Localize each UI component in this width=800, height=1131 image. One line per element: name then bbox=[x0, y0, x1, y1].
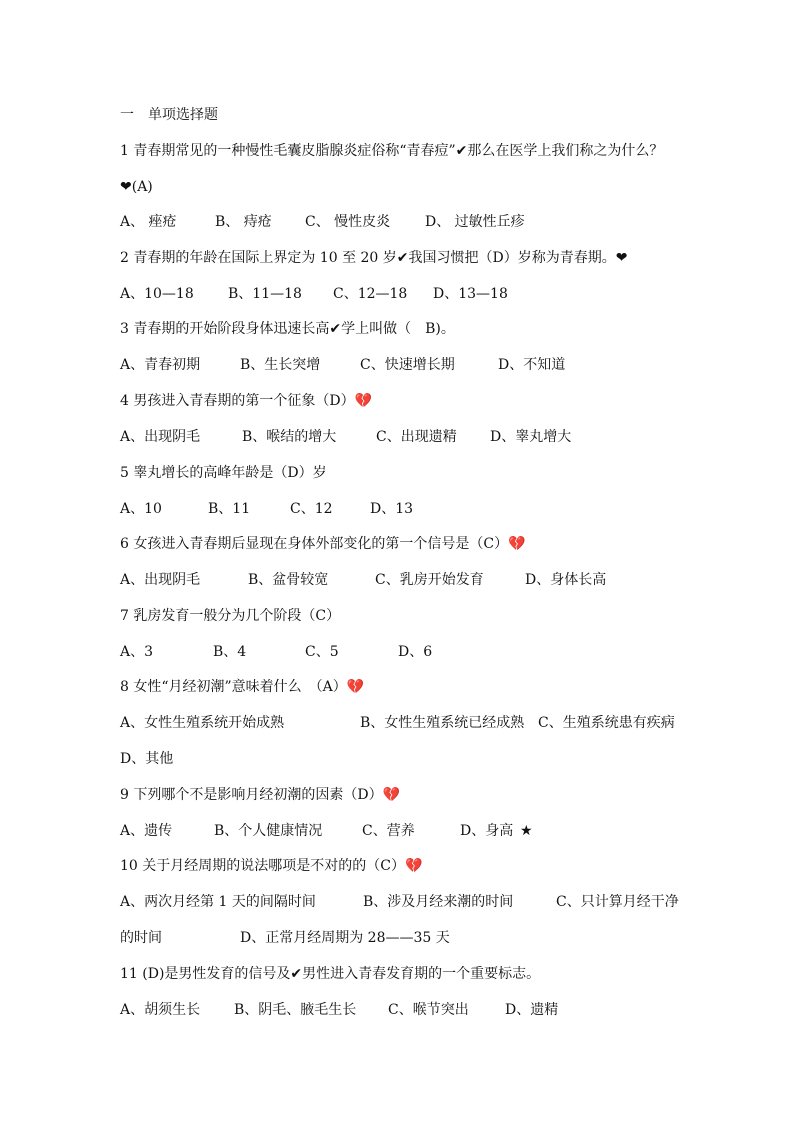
option-a: A、女性生殖系统开始成熟 bbox=[120, 715, 285, 731]
option-a: A、遗传 bbox=[120, 823, 173, 839]
section-title-text: 一 单项选择题 bbox=[120, 107, 218, 123]
option-d: D、正常月经周期为 28——35 天 bbox=[240, 930, 450, 946]
question-2-text-end: 我国习惯把（D）岁称为青春期。 bbox=[408, 250, 616, 266]
option-d: D、身高 bbox=[460, 823, 514, 839]
check-icon: ✔ bbox=[455, 143, 468, 159]
question-1-answer-text: (A) bbox=[131, 179, 153, 195]
question-2 bbox=[120, 247, 628, 269]
option-a: A、 痤疮 bbox=[120, 214, 177, 230]
star-icon: ★ bbox=[520, 823, 533, 839]
question-3 bbox=[120, 318, 455, 340]
option-b: B、喉结的增大 bbox=[242, 429, 337, 445]
question-11 bbox=[120, 963, 540, 985]
option-d: D、不知道 bbox=[498, 357, 566, 373]
option-b: B、女性生殖系统已经成熟 bbox=[360, 715, 525, 731]
question-1-text-end: 那么在医学上我们称之为什么？ bbox=[467, 143, 664, 159]
question-8-text: 8 女性“月经初潮”意味着什么 （A） bbox=[120, 679, 347, 695]
question-5-text: 5 睾丸增长的高峰年龄是（D）岁 bbox=[120, 465, 327, 481]
option-b: B、盆骨较宽 bbox=[248, 572, 329, 588]
question-1-text-start: 1 青春期常见的一种慢性毛囊皮脂腺炎症俗称“青春痘” bbox=[120, 143, 456, 159]
option-b: B、11 bbox=[208, 501, 251, 517]
option-a: A、出现阴毛 bbox=[120, 429, 201, 445]
option-a: A、10 bbox=[120, 501, 162, 517]
question-8 bbox=[120, 676, 364, 698]
option-c: C、只计算月经干净 bbox=[556, 894, 679, 910]
question-7-text: 7 乳房发育一般分为几个阶段（C） bbox=[120, 608, 341, 624]
option-c: C、喉节突出 bbox=[388, 1002, 469, 1018]
option-a: A、3 bbox=[120, 644, 154, 660]
check-icon: ✔ bbox=[329, 321, 342, 337]
broken-heart-icon: 💔 bbox=[404, 858, 423, 874]
question-11-text-end: 男性进入青春发育期的一个重要标志。 bbox=[302, 966, 541, 982]
option-d: D、13 bbox=[370, 501, 414, 517]
heart-icon: ❤ bbox=[120, 179, 132, 195]
check-icon: ✔ bbox=[290, 966, 303, 982]
option-c: C、5 bbox=[305, 644, 339, 660]
option-a: A、出现阴毛 bbox=[120, 572, 201, 588]
section-title bbox=[120, 104, 218, 126]
question-10-text: 10 关于月经周期的说法哪项是不对的的（C） bbox=[120, 858, 405, 874]
broken-heart-icon: 💔 bbox=[508, 536, 526, 552]
option-d: D、睾丸增大 bbox=[490, 429, 572, 445]
option-c: C、出现遗精 bbox=[376, 429, 457, 445]
option-a: A、青春初期 bbox=[120, 357, 201, 373]
option-b: B、涉及月经来潮的时间 bbox=[363, 894, 514, 910]
option-d: D、 过敏性丘疹 bbox=[425, 214, 525, 230]
check-icon: ✔ bbox=[396, 250, 409, 266]
option-b: B、 痔疮 bbox=[215, 214, 272, 230]
question-1 bbox=[120, 140, 663, 162]
option-b: B、11—18 bbox=[228, 286, 302, 302]
question-9-text: 9 下列哪个不是影响月经初潮的因素（D） bbox=[120, 787, 383, 803]
broken-heart-icon: 💔 bbox=[354, 393, 373, 409]
question-2-text-start: 2 青春期的年龄在国际上界定为 10 至 20 岁 bbox=[120, 250, 397, 266]
question-3-text-end: 学上叫做（ B)。 bbox=[341, 321, 455, 337]
question-11-text-start: 11 (D)是男性发育的信号及 bbox=[120, 966, 291, 982]
option-c-cont: 的时间 bbox=[120, 930, 162, 946]
heart-icon: ❤ bbox=[615, 250, 628, 266]
question-5 bbox=[120, 462, 327, 484]
question-4-text: 4 男孩进入青春期的第一个征象（D） bbox=[120, 393, 355, 409]
broken-heart-icon: 💔 bbox=[346, 679, 365, 695]
option-d: D、身体长高 bbox=[525, 572, 607, 588]
question-3-text-start: 3 青春期的开始阶段身体迅速长高 bbox=[120, 321, 330, 337]
option-c: C、 慢性皮炎 bbox=[305, 214, 391, 230]
question-6 bbox=[120, 533, 526, 555]
question-4 bbox=[120, 390, 372, 412]
question-6-text: 6 女孩进入青春期后显现在身体外部变化的第一个信号是（C） bbox=[120, 536, 509, 552]
option-d: D、遗精 bbox=[505, 1002, 559, 1018]
option-b: B、阴毛、腋毛生长 bbox=[234, 1002, 357, 1018]
option-a: A、两次月经第 1 天的间隔时间 bbox=[120, 894, 316, 910]
question-1-answer bbox=[120, 176, 153, 198]
option-c: C、12 bbox=[290, 501, 333, 517]
option-a: A、10—18 bbox=[120, 286, 194, 302]
question-9 bbox=[120, 784, 400, 806]
option-c: C、12—18 bbox=[333, 286, 408, 302]
option-c: C、快速增长期 bbox=[360, 357, 455, 373]
option-d: D、13—18 bbox=[433, 286, 508, 302]
option-b: B、个人健康情况 bbox=[214, 823, 323, 839]
option-d: D、其他 bbox=[120, 751, 174, 767]
question-10 bbox=[120, 855, 422, 877]
option-c: C、乳房开始发育 bbox=[375, 572, 484, 588]
broken-heart-icon: 💔 bbox=[382, 787, 401, 803]
option-c: C、生殖系统患有疾病 bbox=[538, 715, 675, 731]
option-d: D、6 bbox=[398, 644, 433, 660]
option-c: C、营养 bbox=[362, 823, 415, 839]
option-a: A、胡须生长 bbox=[120, 1002, 201, 1018]
option-b: B、生长突增 bbox=[240, 357, 321, 373]
question-7 bbox=[120, 605, 340, 627]
option-b: B、4 bbox=[213, 644, 247, 660]
